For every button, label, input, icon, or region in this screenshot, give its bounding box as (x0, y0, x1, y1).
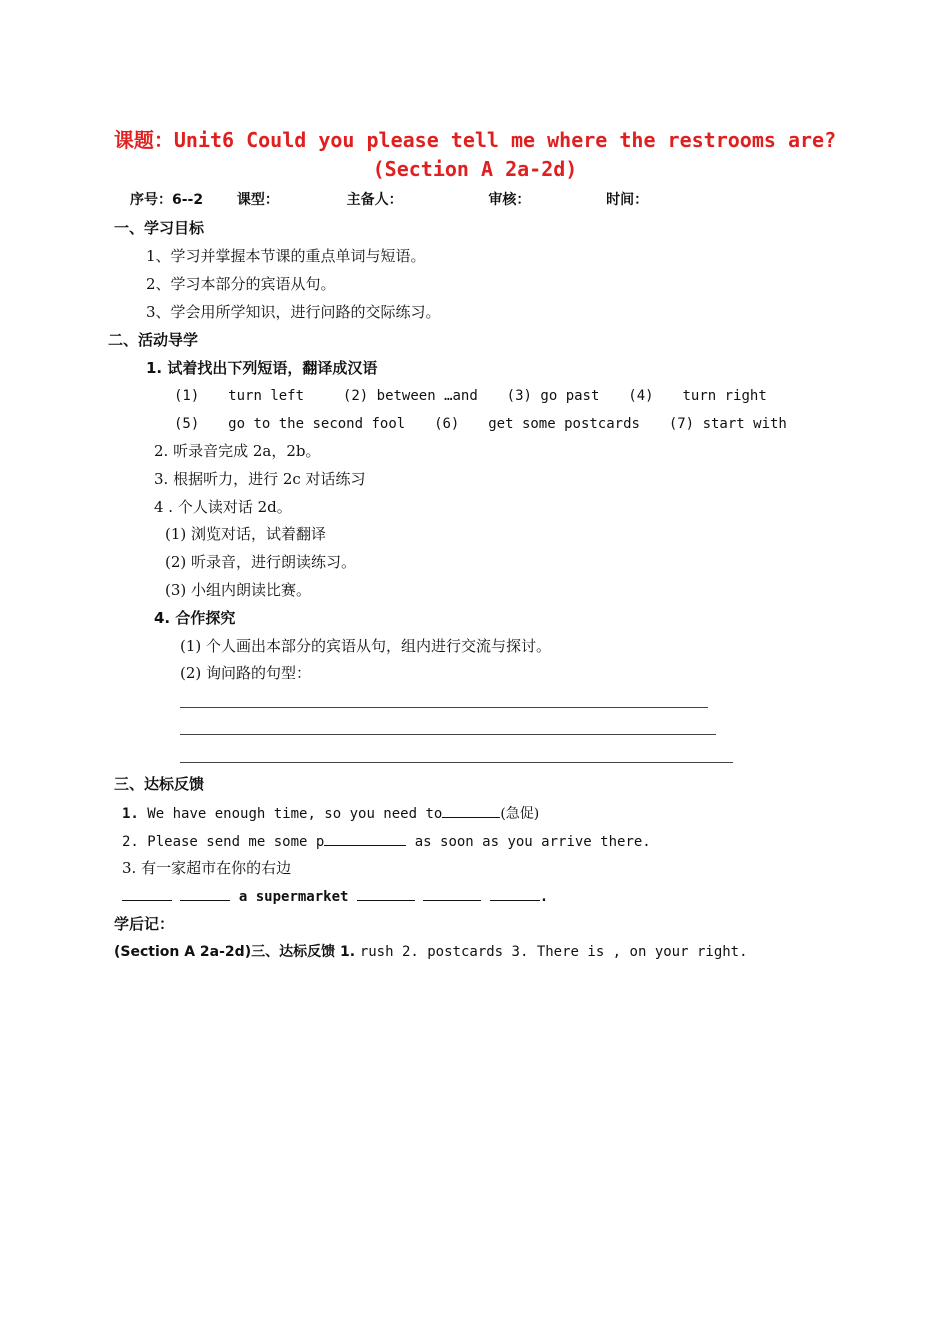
q3-blank[interactable] (423, 886, 481, 901)
q3-word: a supermarket (238, 889, 349, 905)
answers-line (114, 941, 748, 962)
answer-line[interactable] (180, 734, 716, 735)
phrase-num: (7) (668, 416, 695, 432)
goal-item: 3、学会用所学知识，进行问路的交际练习。 (146, 303, 441, 321)
phrase-text: start with (702, 416, 787, 432)
task-4: 4 . 个人读对话 2d。 (154, 498, 292, 516)
phrase-text: turn right (682, 388, 767, 404)
task-1: 1. 试着找出下列短语，翻译成汉语 (146, 359, 378, 377)
q2-blank[interactable] (324, 831, 406, 846)
q1-blank[interactable] (442, 803, 500, 818)
phrase-num: (6) (434, 416, 460, 432)
feedback-q2 (122, 831, 651, 852)
phrase-text: go past (540, 388, 600, 404)
q3-blank[interactable] (122, 886, 172, 901)
meta-row (130, 190, 648, 210)
phrase-text: turn left (228, 388, 305, 404)
phrase-text: get some postcards (488, 416, 640, 432)
phrase-row-2 (174, 414, 787, 434)
answers-prefix: (Section A 2a-2d)三、达标反馈 1. (114, 944, 356, 960)
goals-heading: 一、学习目标 (114, 219, 205, 237)
q1-text: We have enough time, so you need to (147, 806, 443, 822)
task-2: 2. 听录音完成 2a，2b。 (154, 442, 321, 460)
q3-blank[interactable] (180, 886, 230, 901)
feedback-q3: 3. 有一家超市在你的右边 (122, 859, 292, 877)
phrase-num: (2) (342, 388, 369, 404)
title-line-2: (Section A 2a-2d) (372, 157, 578, 181)
title-line-1: 课题：Unit6 Could you please tell me where the restrooms are? (113, 128, 837, 152)
q3-end: . (539, 889, 549, 905)
q1-number: 1. (122, 806, 139, 822)
q3-blank[interactable] (490, 886, 540, 901)
q3-blank[interactable] (357, 886, 415, 901)
meta-serial: 序号：6--2 (130, 192, 204, 208)
answers-rest: rush 2. postcards 3. There is , on your right. (359, 944, 748, 960)
phrase-num: (4) (628, 388, 654, 404)
cooperate-item: (1) 个人画出本部分的宾语从句，组内进行交流与探讨。 (180, 637, 552, 655)
cooperate-item: (2) 询问路的句型： (180, 664, 312, 682)
feedback-q1 (122, 803, 539, 824)
feedback-q3-fill (122, 886, 548, 907)
q1-hint: (急促) (500, 806, 540, 822)
notes-heading: 学后记： (114, 915, 175, 933)
meta-preparer: 主备人： (346, 192, 403, 208)
task-3: 3. 根据听力，进行 2c 对话练习 (154, 470, 366, 488)
meta-time: 时间： (606, 192, 649, 208)
phrase-text: between …and (376, 388, 478, 404)
answer-line[interactable] (180, 707, 708, 708)
phrase-row-1 (174, 386, 767, 406)
meta-review: 审核： (488, 192, 531, 208)
cooperate-heading: 4. 合作探究 (154, 609, 236, 627)
phrase-text: go to the second fool (228, 416, 406, 432)
task-4-item: (2) 听录音，进行朗读练习。 (165, 553, 357, 571)
q2-text: 2. Please send me some p (122, 834, 325, 850)
phrase-num: (3) (506, 388, 532, 404)
activities-heading: 二、活动导学 (108, 331, 199, 349)
goal-item: 1、学习并掌握本节课的重点单词与短语。 (146, 247, 426, 265)
goal-item: 2、学习本部分的宾语从句。 (146, 275, 336, 293)
q2-tail: as soon as you arrive there. (414, 834, 651, 850)
phrase-num: (1) (174, 388, 200, 404)
answer-line[interactable] (180, 762, 733, 763)
task-4-item: (1) 浏览对话，试着翻译 (165, 525, 327, 543)
phrase-num: (5) (174, 416, 200, 432)
meta-type: 课型： (236, 192, 279, 208)
feedback-heading: 三、达标反馈 (114, 775, 205, 793)
task-4-item: (3) 小组内朗读比赛。 (165, 581, 312, 599)
